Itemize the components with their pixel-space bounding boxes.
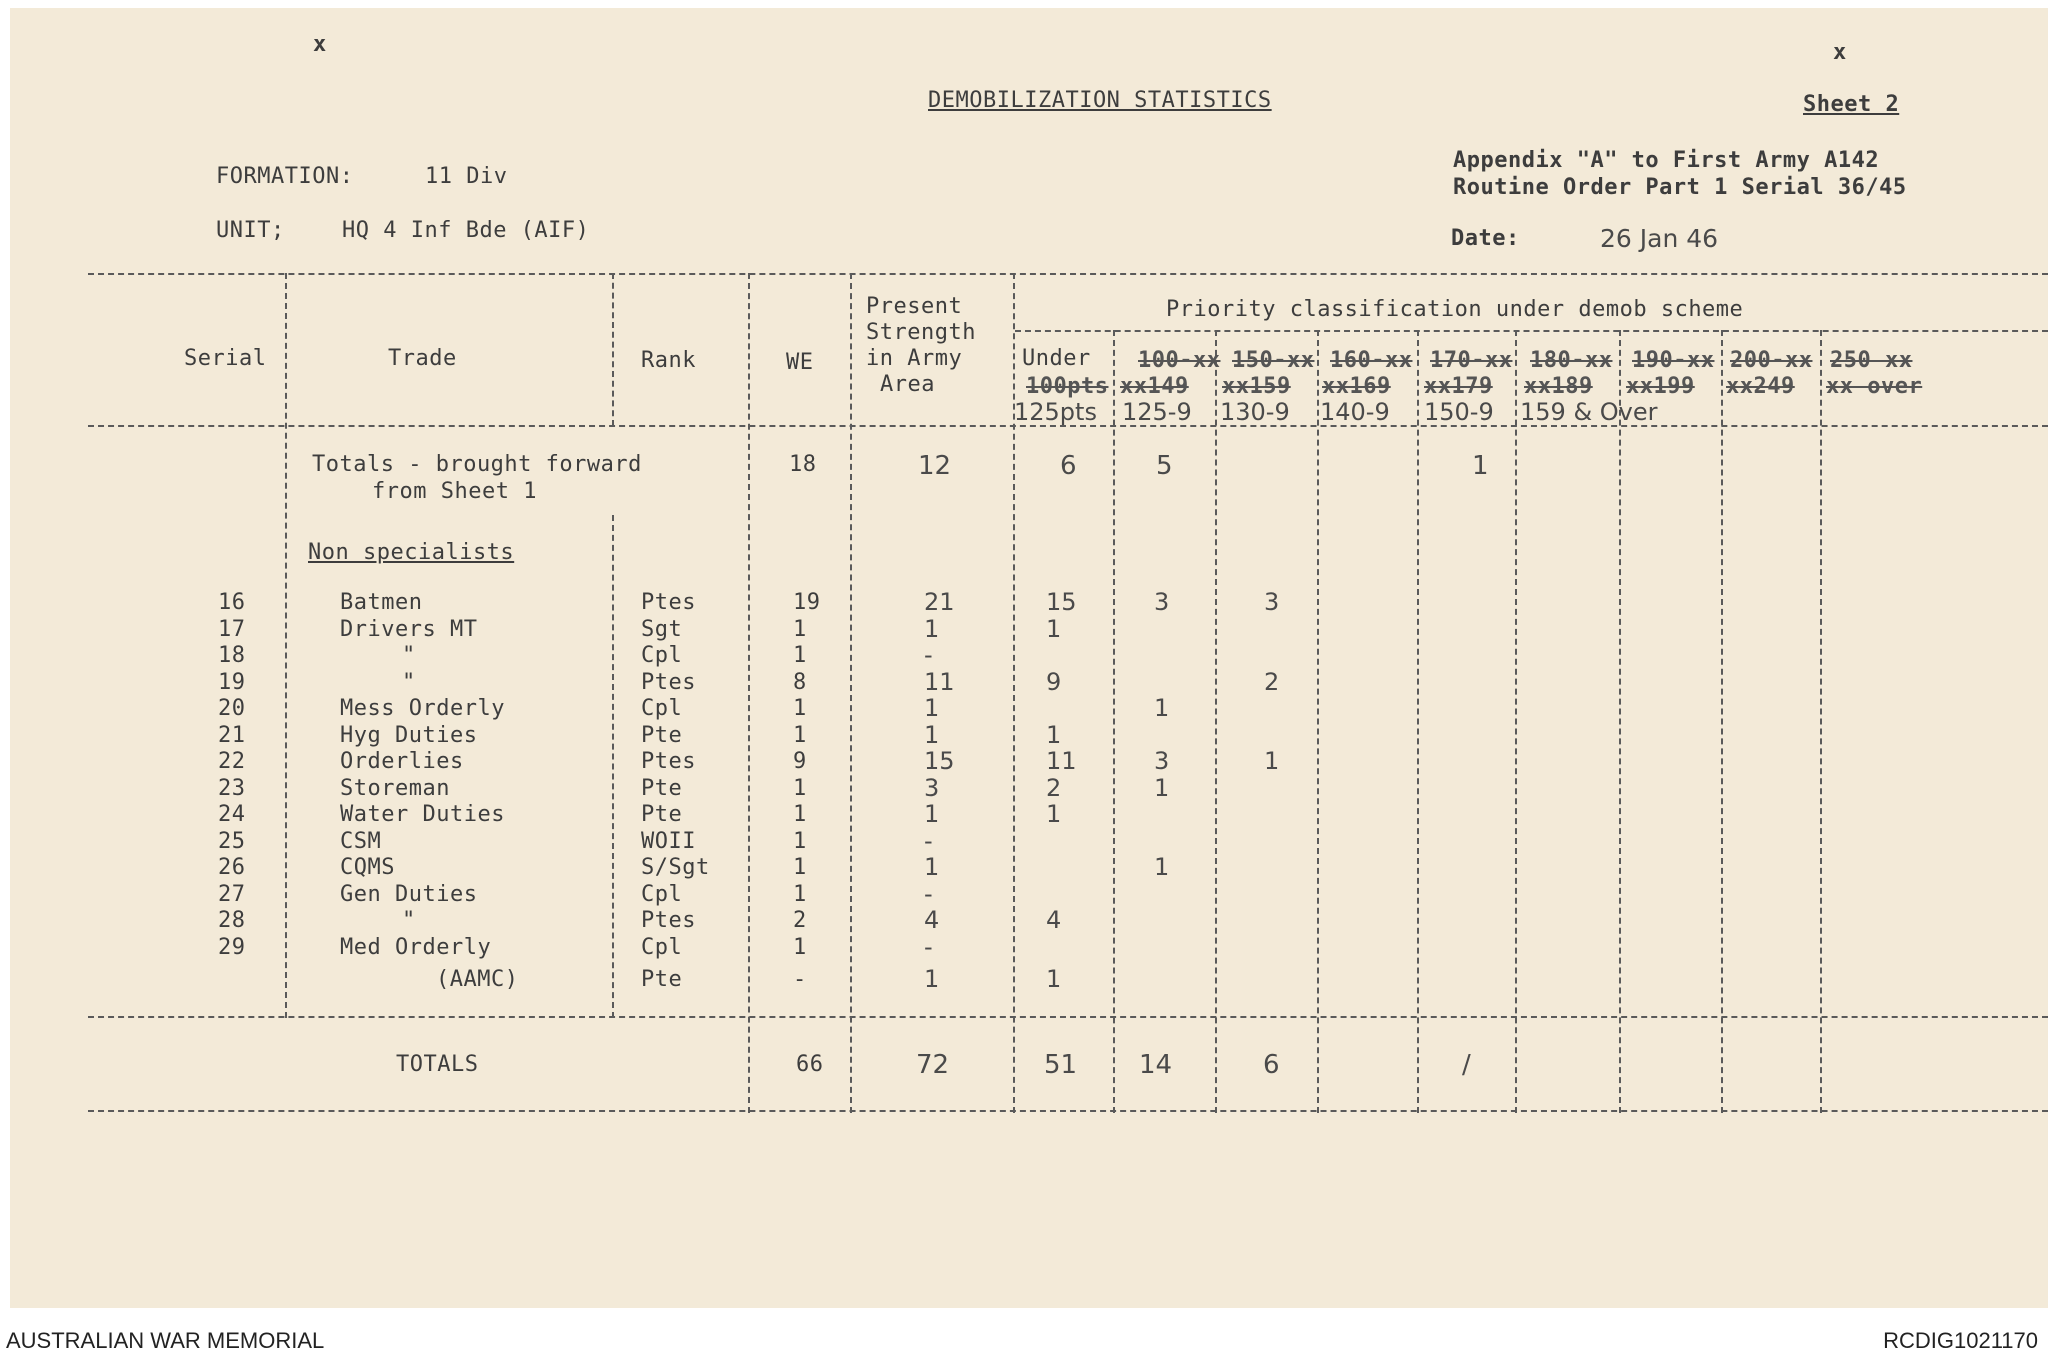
row-present: -	[924, 932, 933, 961]
row-trade: Batmen	[340, 590, 423, 615]
row-trade: "	[402, 908, 416, 933]
row-present: 1	[924, 965, 940, 993]
row-trade: "	[402, 643, 416, 668]
header-serial: Serial	[184, 346, 267, 371]
row-rank: S/Sgt	[641, 855, 710, 880]
header-present-2: Strength	[866, 320, 976, 345]
row-rank: Pte	[641, 775, 683, 801]
totals-c1: 51	[1044, 1050, 1078, 1080]
row-present: 11	[924, 667, 955, 696]
row-rank: Ptes	[641, 669, 696, 695]
row-present: -	[924, 641, 933, 669]
totals-c2: 14	[1139, 1050, 1173, 1080]
date-value: 26 Jan 46	[1600, 224, 1719, 253]
section-non-specialists: Non specialists	[308, 540, 515, 565]
footer-id: RCDIG1021170	[1883, 1328, 2038, 1353]
row-rank: Cpl	[641, 696, 683, 721]
row-rank: Sgt	[641, 616, 683, 642]
row-present: 15	[924, 747, 955, 775]
row-present: 1	[924, 853, 940, 881]
row-we: -	[793, 967, 807, 992]
row-present: -	[924, 826, 933, 855]
row-serial: 21	[218, 722, 246, 748]
footer-institution: AUSTRALIAN WAR MEMORIAL	[6, 1328, 325, 1353]
row-we: 9	[793, 749, 807, 774]
row-serial: 26	[218, 855, 246, 880]
row-we: 1	[793, 775, 807, 801]
row-c1: 1	[1046, 614, 1062, 643]
corner-mark-right: x	[1833, 40, 1847, 65]
row-we: 8	[793, 669, 807, 695]
row-c1: 2	[1046, 773, 1062, 802]
totals-c3: 6	[1263, 1050, 1280, 1080]
unit-label: UNIT;	[216, 218, 285, 243]
header-priority: Priority classification under demob scheme	[1166, 297, 1744, 322]
row-c1: 1	[1046, 800, 1062, 828]
row-c1: 15	[1046, 588, 1077, 616]
totals-forward-present: 12	[918, 451, 952, 481]
row-we: 1	[793, 722, 807, 748]
totals-we: 66	[796, 1052, 824, 1077]
row-serial: 24	[218, 802, 246, 827]
row-present: 4	[924, 906, 940, 934]
header-present-3: in Army	[866, 346, 963, 371]
header-rank: Rank	[641, 348, 696, 373]
header-present-4: Area	[880, 372, 935, 397]
appendix-line-2: Routine Order Part 1 Serial 36/45	[1453, 175, 1907, 200]
row-we: 19	[793, 590, 821, 615]
row-we: 1	[793, 828, 807, 854]
row-rank: Ptes	[641, 908, 696, 933]
row-c2: 1	[1154, 694, 1170, 722]
row-present: -	[924, 879, 933, 908]
header-present-1: Present	[866, 294, 963, 319]
row-trade: Med Orderly	[340, 934, 492, 960]
row-rank: Pte	[641, 802, 683, 827]
sheet-number: Sheet 2	[1803, 92, 1900, 117]
row-c1: 11	[1046, 747, 1077, 775]
totals-forward-c2: 5	[1156, 451, 1173, 481]
row-rank: Cpl	[641, 881, 683, 907]
row-trade: Orderlies	[340, 749, 464, 774]
row-rank: Ptes	[641, 590, 696, 615]
totals-present: 72	[916, 1050, 950, 1080]
row-trade: Mess Orderly	[340, 696, 505, 721]
row-serial: 20	[218, 696, 246, 721]
row-c3: 2	[1264, 667, 1280, 696]
row-c2: 1	[1154, 853, 1170, 881]
row-present: 21	[924, 588, 955, 616]
row-present: 1	[924, 694, 940, 722]
totals-forward-c1: 6	[1060, 451, 1077, 481]
row-trade: CSM	[340, 828, 382, 854]
row-rank: Pte	[641, 967, 683, 992]
appendix-line-1: Appendix "A" to First Army A142	[1453, 148, 1880, 173]
totals-forward-we: 18	[789, 452, 817, 477]
row-trade: "	[402, 669, 416, 695]
formation-value: 11 Div	[425, 164, 508, 189]
row-we: 1	[793, 643, 807, 668]
row-we: 1	[793, 881, 807, 907]
row-trade: Drivers MT	[340, 616, 478, 642]
row-c1: 1	[1046, 720, 1062, 749]
row-trade: (AAMC)	[436, 967, 519, 992]
row-present: 1	[924, 614, 940, 643]
row-present: 1	[924, 720, 940, 749]
row-trade: CQMS	[340, 855, 395, 880]
row-trade: Gen Duties	[340, 881, 478, 907]
row-we: 1	[793, 934, 807, 960]
row-we: 1	[793, 696, 807, 721]
row-rank: Cpl	[641, 643, 683, 668]
row-serial: 23	[218, 775, 246, 801]
row-c2: 3	[1154, 588, 1170, 616]
totals-c5: /	[1462, 1050, 1471, 1080]
row-we: 1	[793, 616, 807, 642]
row-rank: Pte	[641, 722, 683, 748]
corner-mark-left: x	[313, 32, 327, 57]
row-c2: 3	[1154, 747, 1170, 775]
row-serial: 25	[218, 828, 246, 854]
document-title: DEMOBILIZATION STATISTICS	[928, 88, 1272, 113]
row-serial: 29	[218, 934, 246, 960]
formation-label: FORMATION:	[216, 164, 354, 189]
totals-forward-label-1: Totals - brought forward	[312, 452, 642, 477]
row-trade: Water Duties	[340, 802, 505, 827]
header-trade: Trade	[388, 346, 457, 371]
row-trade: Hyg Duties	[340, 722, 478, 748]
row-serial: 27	[218, 881, 246, 907]
header-we: WE	[786, 350, 814, 375]
row-c3: 1	[1264, 747, 1280, 775]
row-serial: 18	[218, 643, 246, 668]
row-trade: Storeman	[340, 775, 450, 801]
row-serial: 16	[218, 590, 246, 615]
row-present: 1	[924, 800, 940, 828]
row-c1: 4	[1046, 906, 1062, 934]
row-serial: 19	[218, 669, 246, 695]
row-serial: 28	[218, 908, 246, 933]
date-label: Date:	[1451, 226, 1520, 251]
row-rank: WOII	[641, 828, 696, 854]
document-sheet	[10, 8, 2048, 1308]
row-we: 1	[793, 855, 807, 880]
row-serial: 22	[218, 749, 246, 774]
row-c3: 3	[1264, 588, 1280, 616]
header-under: Under	[1022, 346, 1091, 371]
row-rank: Cpl	[641, 934, 683, 960]
row-rank: Ptes	[641, 749, 696, 774]
row-c1: 9	[1046, 667, 1062, 696]
row-present: 3	[924, 773, 940, 802]
totals-forward-c5: 1	[1472, 451, 1489, 481]
unit-value: HQ 4 Inf Bde (AIF)	[342, 218, 590, 243]
totals-forward-label-2: from Sheet 1	[372, 479, 537, 504]
totals-label: TOTALS	[396, 1052, 479, 1077]
row-serial: 17	[218, 616, 246, 642]
row-we: 2	[793, 908, 807, 933]
row-c2: 1	[1154, 773, 1170, 802]
row-c1: 1	[1046, 965, 1062, 993]
row-we: 1	[793, 802, 807, 827]
